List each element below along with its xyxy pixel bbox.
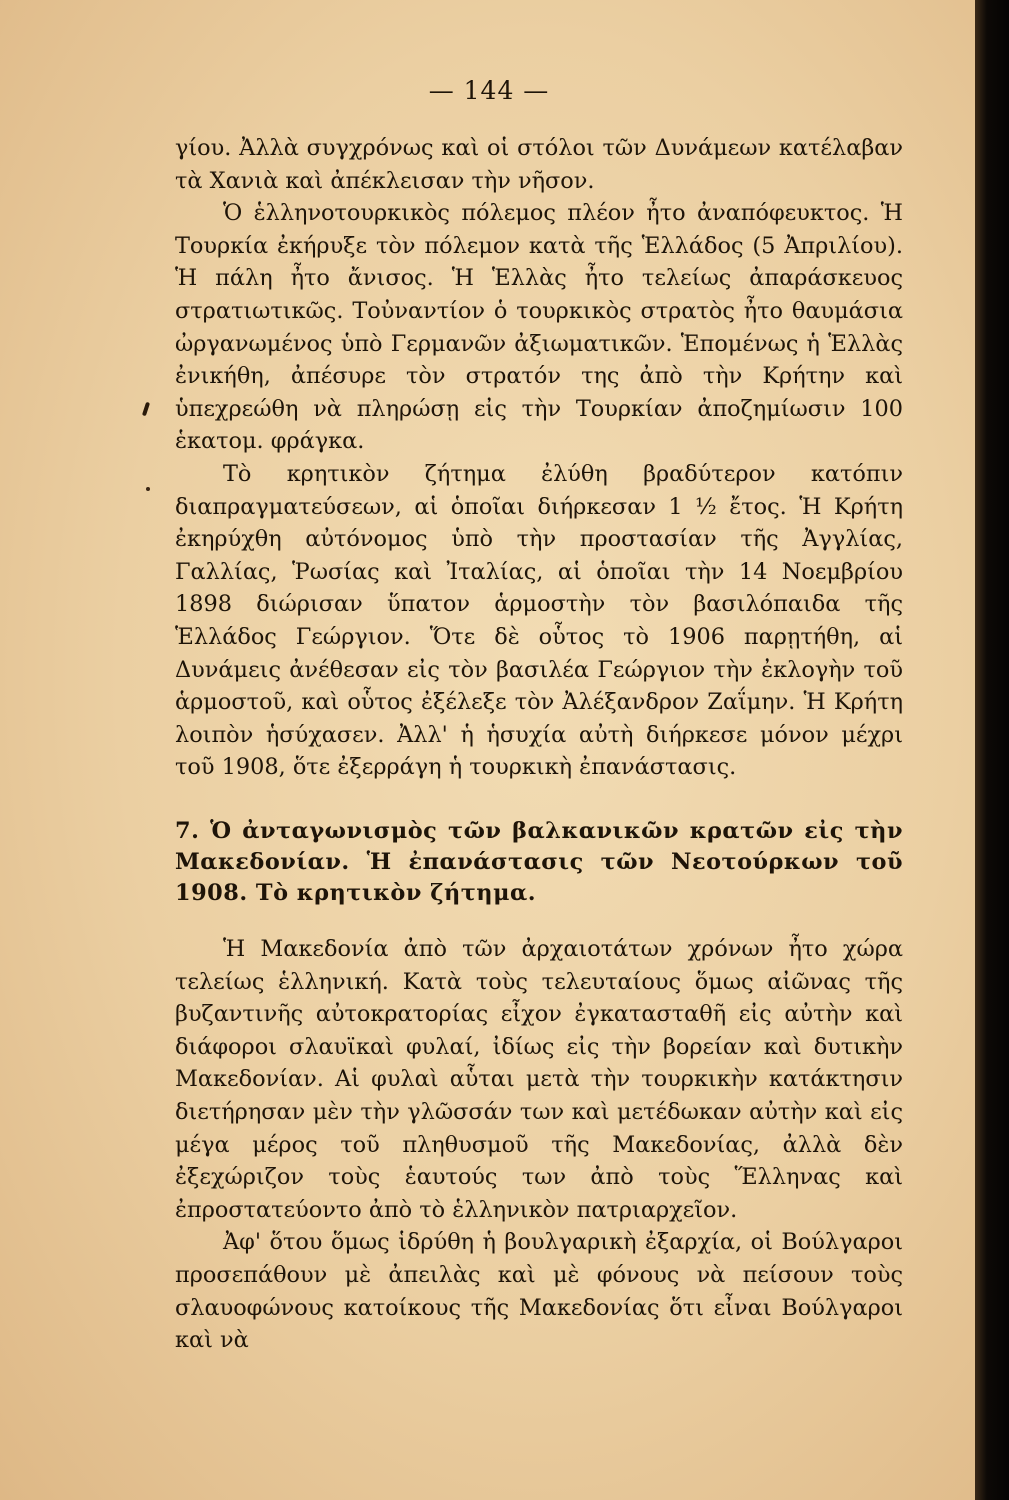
paragraph: Τὸ κρητικὸν ζήτημα ἐλύθη βραδύτερον κατόπιν διαπραγματεύσεων, αἱ ὁποῖαι διήρκεσαν 1 ½ ἔτος. Ἡ Κρήτη ἐκηρύχθη αὐτόνομος ὑπὸ τὴν προστασίαν τῆς Ἀγγλίας, Γαλλίας, Ῥωσίας καὶ Ἰταλίας, αἱ ὁποῖαι τὴν 14 Νοεμβρίου 1898 διώρισαν ὕπατον ἁρμοστὴν τὸν βασιλόπαιδα τῆς Ἑλλάδος Γεώργιον. Ὅτε δὲ οὗτος τὸ 1906 παρῃτήθη, αἱ Δυνάμεις ἀνέθεσαν εἰς τὸν βασιλέα Γεώργιον τὴν ἐκλογὴν τοῦ ἁρμοστοῦ, καὶ οὗτος ἐξέλεξε τὸν Ἀλέξανδρον Ζαΐμην. Ἡ Κρήτη λοιπὸν ἡσύχασεν. Ἀλλ' ἡ ἡσυχία αὐτὴ διήρκεσε μόνον μέχρι τοῦ 1908, ὅτε ἐξερράγη ἡ τουρκικὴ ἐπανάστασις. bbox=[175, 460, 903, 781]
text-block-bottom bbox=[175, 933, 903, 1357]
paragraph: γίου. Ἀλλὰ συγχρόνως καὶ οἱ στόλοι τῶν Δυνάμεων κατέλαβαν τὰ Χανιὰ καὶ ἀπέκλεισαν τὴν νῆσον. bbox=[175, 135, 903, 194]
scan-dark-edge bbox=[975, 0, 1009, 1500]
margin-ink-mark bbox=[142, 402, 150, 417]
text-block-top bbox=[175, 132, 903, 784]
section-heading-text: 7. Ὁ ἀνταγωνισμὸς τῶν βαλκανικῶν κρατῶν εἰς τὴν Μακεδονίαν. Ἡ ἐπανάστασις τῶν Νεοτούρκων τοῦ 1908. Τὸ κρητικὸν ζήτημα. bbox=[175, 818, 903, 906]
paragraph: Ἀφ' ὅτου ὅμως ἱδρύθη ἡ βουλγαρικὴ ἐξαρχία, οἱ Βούλγαροι προσεπάθουν μὲ ἀπειλὰς καὶ μὲ φόνους νὰ πείσουν τοὺς σλαυοφώνους κατοίκους τῆς Μακεδονίας ὅτι εἶναι Βούλγαροι καὶ νὰ bbox=[175, 1229, 903, 1354]
margin-ink-dot bbox=[146, 487, 150, 491]
paragraph: Ἡ Μακεδονία ἀπὸ τῶν ἀρχαιοτάτων χρόνων ἦτο χώρα τελείως ἑλληνική. Κατὰ τοὺς τελευταίους ὅμως αἰῶνας τῆς βυζαντινῆς αὐτοκρατορίας εἶχον ἐγκατασταθῆ εἰς αὐτὴν καὶ διάφοροι σλαυϊκαὶ φυλαί, ἰδίως εἰς τὴν βορείαν καὶ δυτικὴν Μακεδονίαν. Αἱ φυλαὶ αὗται μετὰ τὴν τουρκικὴν κατάκτησιν διετήρησαν μὲν τὴν γλῶσσάν των καὶ μετέδωκαν αὐτὴν καὶ εἰς μέγα μέρος τοῦ πληθυσμοῦ τῆς Μακεδονίας, ἀλλὰ δὲν ἐξεχώριζον τοὺς ἑαυτούς των ἀπὸ τοὺς Ἕλληνας καὶ ἐπροστατεύοντο ἀπὸ τὸ ἑλληνικὸν πατριαρχεῖον. bbox=[175, 936, 903, 1223]
section-heading bbox=[175, 816, 903, 909]
paragraph: Ὁ ἑλληνοτουρκικὸς πόλεμος πλέον ἦτο ἀναπόφευκτος. Ἡ Τουρκία ἐκήρυξε τὸν πόλεμον κατὰ τῆς Ἑλλάδος (5 Ἀπριλίου). Ἡ πάλη ἦτο ἄνισος. Ἡ Ἑλλὰς ἦτο τελείως ἀπαράσκευος στρατιωτικῶς. Τοὐναντίον ὁ τουρκικὸς στρατὸς ἦτο θαυμάσια ὠργανωμένος ὑπὸ Γερμανῶν ἀξιωματικῶν. Ἑπομένως ἡ Ἑλλὰς ἐνικήθη, ἀπέσυρε τὸν στρατόν της ἀπὸ τὴν Κρήτην καὶ ὑπεχρεώθη νὰ πληρώσῃ εἰς τὴν Τουρκίαν ἀποζημίωσιν 100 ἑκατομ. φράγκα. bbox=[175, 200, 903, 455]
page-number: — 144 — bbox=[428, 76, 550, 105]
